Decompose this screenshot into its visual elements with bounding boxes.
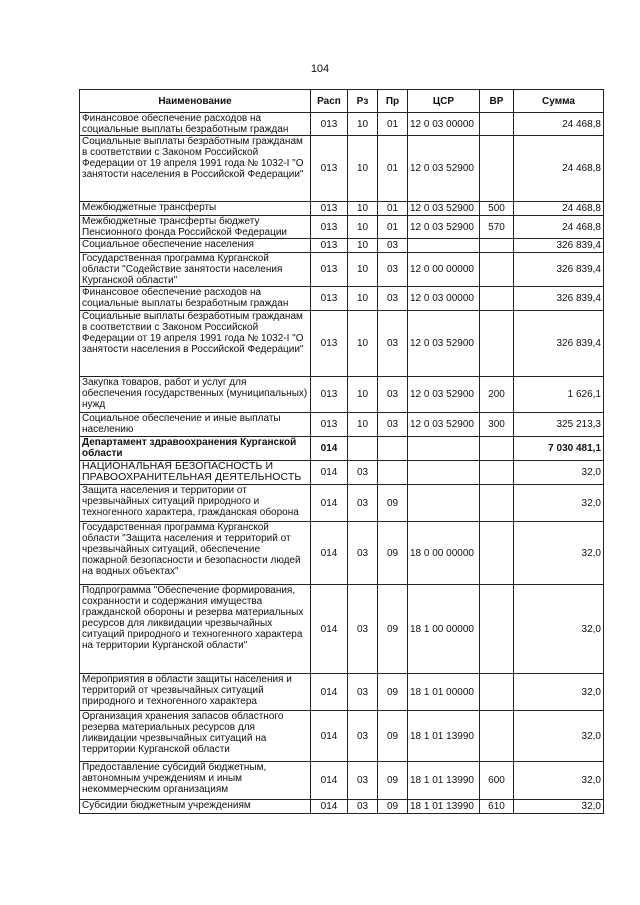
cell-rz: 10 bbox=[348, 311, 378, 377]
cell-vr: 600 bbox=[480, 762, 514, 800]
cell-name: Финансовое обеспечение расходов на социальные выплаты безработным граждан bbox=[80, 113, 311, 136]
cell-name: Подпрограмма "Обеспечение формирования, сохранности и содержания имущества гражданской обороны и резерва материальных ресурсов для ликвидации чрезвычайных ситуаций природного и техногенного характера на территории Курганской области" bbox=[80, 585, 311, 674]
cell-rasp: 013 bbox=[311, 377, 348, 413]
cell-rz: 03 bbox=[348, 762, 378, 800]
cell-sum: 32,0 bbox=[514, 485, 604, 522]
table-row bbox=[80, 522, 604, 585]
cell-csr bbox=[408, 485, 480, 522]
cell-rz: 03 bbox=[348, 711, 378, 762]
cell-pr: 09 bbox=[378, 485, 408, 522]
table-row bbox=[80, 202, 604, 216]
cell-rasp: 013 bbox=[311, 239, 348, 253]
cell-vr: 300 bbox=[480, 413, 514, 437]
cell-csr: 18 1 01 13990 bbox=[408, 762, 480, 800]
cell-sum: 32,0 bbox=[514, 711, 604, 762]
cell-rasp: 013 bbox=[311, 136, 348, 202]
cell-vr bbox=[480, 585, 514, 674]
table-row bbox=[80, 585, 604, 674]
cell-rasp: 014 bbox=[311, 485, 348, 522]
cell-rasp: 014 bbox=[311, 522, 348, 585]
cell-pr bbox=[378, 437, 408, 461]
cell-sum: 24 468,8 bbox=[514, 113, 604, 136]
cell-rz bbox=[348, 437, 378, 461]
table-row bbox=[80, 253, 604, 287]
cell-rasp: 014 bbox=[311, 762, 348, 800]
table-row bbox=[80, 485, 604, 522]
cell-rz: 10 bbox=[348, 287, 378, 311]
cell-name: Социальное обеспечение и иные выплаты населению bbox=[80, 413, 311, 437]
cell-rasp: 013 bbox=[311, 287, 348, 311]
cell-csr: 12 0 03 00000 bbox=[408, 113, 480, 136]
cell-rz: 10 bbox=[348, 239, 378, 253]
cell-name: Социальные выплаты безработным гражданам в соответствии с Законом Российской Федерации от 19 апреля 1991 года № 1032-I "О занятости населения в Российской Федерации" bbox=[80, 311, 311, 377]
cell-vr: 200 bbox=[480, 377, 514, 413]
header-rasp: Расп bbox=[311, 90, 348, 113]
cell-rz: 10 bbox=[348, 253, 378, 287]
cell-pr: 09 bbox=[378, 800, 408, 814]
cell-sum: 32,0 bbox=[514, 762, 604, 800]
cell-rasp: 013 bbox=[311, 413, 348, 437]
cell-rz: 03 bbox=[348, 485, 378, 522]
header-csr: ЦСР bbox=[408, 90, 480, 113]
cell-sum: 326 839,4 bbox=[514, 287, 604, 311]
cell-sum: 326 839,4 bbox=[514, 311, 604, 377]
table-header-row bbox=[80, 90, 604, 113]
cell-csr: 12 0 00 00000 bbox=[408, 253, 480, 287]
cell-csr: 18 1 01 00000 bbox=[408, 674, 480, 711]
cell-csr: 18 1 01 13990 bbox=[408, 800, 480, 814]
cell-pr: 03 bbox=[378, 287, 408, 311]
cell-name: Субсидии бюджетным учреждениям bbox=[80, 800, 311, 814]
cell-rasp: 014 bbox=[311, 585, 348, 674]
cell-csr: 12 0 03 52900 bbox=[408, 311, 480, 377]
cell-pr: 09 bbox=[378, 585, 408, 674]
cell-rz: 03 bbox=[348, 522, 378, 585]
cell-name: Государственная программа Курганской области "Содействие занятости населения Курганской области" bbox=[80, 253, 311, 287]
cell-name: Социальное обеспечение населения bbox=[80, 239, 311, 253]
header-rz: Рз bbox=[348, 90, 378, 113]
cell-name: НАЦИОНАЛЬНАЯ БЕЗОПАСНОСТЬ И ПРАВООХРАНИТЕЛЬНАЯ ДЕЯТЕЛЬНОСТЬ bbox=[80, 461, 311, 485]
header-pr: Пр bbox=[378, 90, 408, 113]
cell-name: Социальные выплаты безработным гражданам в соответствии с Законом Российской Федерации от 19 апреля 1991 года № 1032-I "О занятости населения в Российской Федерации" bbox=[80, 136, 311, 202]
cell-name: Финансовое обеспечение расходов на социальные выплаты безработным граждан bbox=[80, 287, 311, 311]
cell-csr: 12 0 03 52900 bbox=[408, 216, 480, 239]
cell-rasp: 013 bbox=[311, 311, 348, 377]
table-row bbox=[80, 762, 604, 800]
cell-sum: 24 468,8 bbox=[514, 216, 604, 239]
cell-csr: 12 0 03 52900 bbox=[408, 377, 480, 413]
cell-sum: 24 468,8 bbox=[514, 202, 604, 216]
cell-csr bbox=[408, 437, 480, 461]
cell-rasp: 014 bbox=[311, 461, 348, 485]
cell-name: Департамент здравоохранения Курганской области bbox=[80, 437, 311, 461]
cell-sum: 24 468,8 bbox=[514, 136, 604, 202]
cell-sum: 326 839,4 bbox=[514, 253, 604, 287]
table-row bbox=[80, 711, 604, 762]
cell-rz: 03 bbox=[348, 800, 378, 814]
cell-pr: 03 bbox=[378, 239, 408, 253]
cell-rasp: 013 bbox=[311, 113, 348, 136]
cell-sum: 326 839,4 bbox=[514, 239, 604, 253]
cell-name: Межбюджетные трансферты бюджету Пенсионного фонда Российской Федерации bbox=[80, 216, 311, 239]
cell-vr bbox=[480, 311, 514, 377]
cell-vr bbox=[480, 239, 514, 253]
cell-pr: 03 bbox=[378, 413, 408, 437]
cell-pr: 01 bbox=[378, 136, 408, 202]
cell-name: Защита населения и территории от чрезвычайных ситуаций природного и техногенного характера, гражданская оборона bbox=[80, 485, 311, 522]
cell-sum: 7 030 481,1 bbox=[514, 437, 604, 461]
cell-rasp: 013 bbox=[311, 202, 348, 216]
page-number: 104 bbox=[310, 63, 330, 75]
cell-vr bbox=[480, 461, 514, 485]
table-row bbox=[80, 311, 604, 377]
table-row bbox=[80, 461, 604, 485]
cell-name: Мероприятия в области защиты населения и территорий от чрезвычайных ситуаций природного и техногенного характера bbox=[80, 674, 311, 711]
cell-csr: 12 0 03 52900 bbox=[408, 202, 480, 216]
header-sum: Сумма bbox=[514, 90, 604, 113]
table-row bbox=[80, 287, 604, 311]
cell-name: Межбюджетные трансферты bbox=[80, 202, 311, 216]
cell-csr: 18 1 01 13990 bbox=[408, 711, 480, 762]
cell-csr bbox=[408, 239, 480, 253]
cell-csr: 18 0 00 00000 bbox=[408, 522, 480, 585]
cell-pr: 09 bbox=[378, 711, 408, 762]
cell-pr bbox=[378, 461, 408, 485]
cell-rz: 10 bbox=[348, 113, 378, 136]
cell-name: Государственная программа Курганской области "Защита населения и территорий от чрезвычайных ситуаций, обеспечение пожарной безопасности и безопасности людей на водных объектах" bbox=[80, 522, 311, 585]
cell-pr: 03 bbox=[378, 311, 408, 377]
cell-vr: 570 bbox=[480, 216, 514, 239]
cell-pr: 09 bbox=[378, 674, 408, 711]
cell-vr bbox=[480, 437, 514, 461]
cell-name: Предоставление субсидий бюджетным, автономным учреждениям и иным некоммерческим организациям bbox=[80, 762, 311, 800]
cell-rasp: 014 bbox=[311, 674, 348, 711]
cell-rz: 10 bbox=[348, 202, 378, 216]
cell-sum: 325 213,3 bbox=[514, 413, 604, 437]
table-row bbox=[80, 674, 604, 711]
cell-rz: 10 bbox=[348, 377, 378, 413]
cell-vr bbox=[480, 253, 514, 287]
cell-pr: 09 bbox=[378, 522, 408, 585]
cell-csr: 18 1 00 00000 bbox=[408, 585, 480, 674]
table-row bbox=[80, 413, 604, 437]
cell-sum: 32,0 bbox=[514, 522, 604, 585]
cell-rz: 03 bbox=[348, 585, 378, 674]
cell-rz: 03 bbox=[348, 461, 378, 485]
cell-pr: 09 bbox=[378, 762, 408, 800]
cell-rasp: 013 bbox=[311, 216, 348, 239]
budget-table bbox=[79, 89, 604, 814]
cell-vr bbox=[480, 522, 514, 585]
cell-rz: 10 bbox=[348, 136, 378, 202]
header-name: Наименование bbox=[80, 90, 311, 113]
cell-vr bbox=[480, 113, 514, 136]
table-row bbox=[80, 239, 604, 253]
cell-sum: 32,0 bbox=[514, 800, 604, 814]
cell-rz: 03 bbox=[348, 674, 378, 711]
cell-vr bbox=[480, 136, 514, 202]
cell-sum: 32,0 bbox=[514, 585, 604, 674]
cell-vr: 610 bbox=[480, 800, 514, 814]
header-vr: ВР bbox=[480, 90, 514, 113]
cell-vr: 500 bbox=[480, 202, 514, 216]
cell-vr bbox=[480, 287, 514, 311]
cell-vr bbox=[480, 674, 514, 711]
cell-pr: 01 bbox=[378, 113, 408, 136]
cell-pr: 01 bbox=[378, 216, 408, 239]
table-row bbox=[80, 437, 604, 461]
cell-name: Организация хранения запасов областного резерва материальных ресурсов для ликвидации чрезвычайных ситуаций на территории Курганской области bbox=[80, 711, 311, 762]
cell-pr: 03 bbox=[378, 377, 408, 413]
cell-rz: 10 bbox=[348, 216, 378, 239]
table-row bbox=[80, 216, 604, 239]
cell-pr: 03 bbox=[378, 253, 408, 287]
cell-rasp: 014 bbox=[311, 800, 348, 814]
table-row bbox=[80, 113, 604, 136]
cell-sum: 1 626,1 bbox=[514, 377, 604, 413]
cell-csr: 12 0 03 00000 bbox=[408, 287, 480, 311]
cell-rasp: 014 bbox=[311, 711, 348, 762]
cell-csr: 12 0 03 52900 bbox=[408, 413, 480, 437]
cell-name: Закупка товаров, работ и услуг для обеспечения государственных (муниципальных) нужд bbox=[80, 377, 311, 413]
table-row bbox=[80, 136, 604, 202]
cell-pr: 01 bbox=[378, 202, 408, 216]
cell-vr bbox=[480, 485, 514, 522]
cell-rasp: 013 bbox=[311, 253, 348, 287]
cell-csr: 12 0 03 52900 bbox=[408, 136, 480, 202]
table-row bbox=[80, 377, 604, 413]
cell-csr bbox=[408, 461, 480, 485]
table-row bbox=[80, 800, 604, 814]
cell-sum: 32,0 bbox=[514, 461, 604, 485]
cell-vr bbox=[480, 711, 514, 762]
cell-rasp: 014 bbox=[311, 437, 348, 461]
cell-sum: 32,0 bbox=[514, 674, 604, 711]
cell-rz: 10 bbox=[348, 413, 378, 437]
